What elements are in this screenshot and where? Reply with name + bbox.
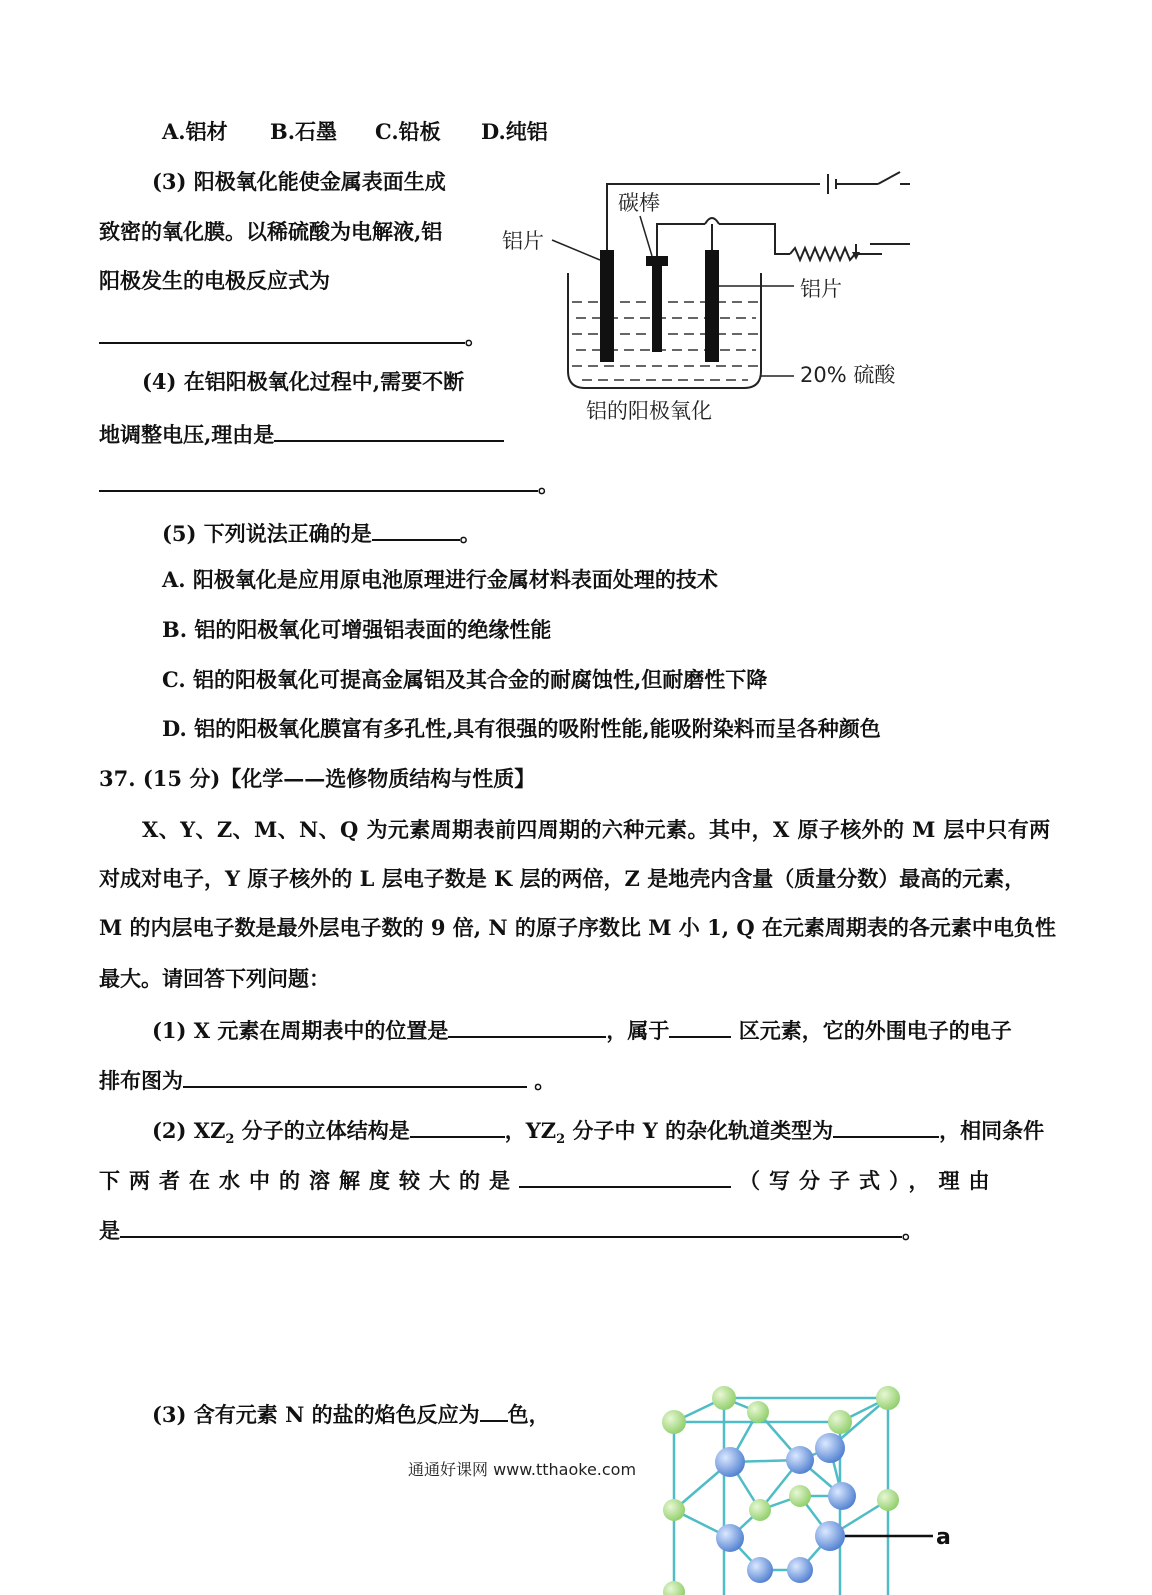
q3-line2: 致密的氧化膜。以稀硫酸为电解液,铝 [99,219,443,244]
q37-part2-line2 [99,1164,999,1195]
q37-part2-sub-a: 2 [225,1132,235,1148]
q37-part2-text-line2a: 下两者在水中的溶解度较大的是 [99,1168,519,1193]
q37-part1-line2 [99,1064,555,1095]
aluminum-sheet-right [705,250,719,362]
q3-line3: 阳极发生的电极反应式为 [99,268,330,293]
q37-part2-text-c: ，YZ [504,1118,557,1143]
q37-part3-text-a: (3) 含有元素 N 的盐的焰色反应为 [152,1402,480,1427]
q5-answer-blank[interactable] [372,517,460,541]
q5-period: 。 [459,521,481,546]
q37-part1-text-c: 区元素，它的外围电子的电子 [731,1018,1012,1043]
q37-intro-line1: X、Y、Z、M、N、Q 为元素周期表前四周期的六种元素。其中，X 原子核外的 M 层中只有两 [142,817,1051,842]
q4-line1: (4) 在铝阳极氧化过程中,需要不断 [142,369,465,394]
q37-part2-blank-structure[interactable] [410,1114,505,1138]
q37-part2-line1 [152,1114,1044,1154]
carbon-rod-cap [646,256,668,266]
q3-period: 。 [465,324,486,349]
crystal-structure-figure [650,1370,970,1595]
q37-intro-line3: M 的内层电子数是最外层电子数的 9 倍, N 的原子序数比 M 小 1, Q 在元素周期表的各元素中电负性 [99,915,1056,940]
anodizing-apparatus-figure [490,168,910,430]
q37-part3-blank-color[interactable] [480,1398,508,1422]
q37-part2-text-d: 分子中 Y 的杂化轨道类型为 [565,1118,834,1143]
q5-option-d: D. 铝的阳极氧化膜富有多孔性,具有很强的吸附性能,能吸附染料而呈各种颜色 [162,716,881,741]
sulfuric-acid-liquid [572,302,758,380]
q37-part2-text-b: 分子的立体结构是 [234,1118,410,1143]
label-carbon-rod: 碳棒 [618,191,660,215]
prev-option-a: A.铝材 [162,119,228,144]
q37-part3-line1 [152,1398,550,1429]
q37-part2-text-line3b: 。 [902,1218,923,1243]
prev-option-b: B.石墨 [270,119,338,144]
q37-part1-blank-orbital[interactable] [183,1064,527,1088]
q4-line2-text: 地调整电压,理由是 [99,422,275,447]
q5-stem: (5) 下列说法正确的是 [162,521,372,546]
footer-website: 通通好课网 www.tthaoke.com [408,1460,637,1479]
q37-part1-text-d: 排布图为 [99,1068,183,1093]
aluminum-sheet-left [600,250,614,362]
q37-part2-text-line2b: （写分子式），理由 [739,1168,999,1193]
q5-option-a: A. 阳极氧化是应用原电池原理进行金属材料表面处理的技术 [162,567,718,592]
q37-part1-text-a: (1) X 元素在周期表中的位置是 [152,1018,449,1043]
q4-line2 [99,418,504,449]
figure1-caption: 铝的阳极氧化 [586,399,712,423]
q37-part2-sub-c: 2 [556,1132,566,1148]
q3-answer-line [99,320,486,351]
q3-line1: (3) 阳极氧化能使金属表面生成 [152,169,446,194]
q37-part2-blank-reason[interactable] [120,1214,902,1238]
q4-answer-line [99,468,559,499]
q37-part2-blank-formula[interactable] [519,1164,731,1188]
beaker [568,273,761,388]
q37-part1-line1 [152,1014,1012,1045]
q37-part1-blank-position[interactable] [448,1014,606,1038]
label-a: a [936,1525,951,1550]
circuit-wires [607,172,910,260]
q37-part1-text-e: 。 [527,1068,556,1093]
q37-header: 37. (15 分)【化学——选修物质结构与性质】 [99,766,536,791]
label-aluminum-right: 铝片 [800,277,842,301]
label-leaders [552,216,794,376]
blue-atoms [715,1433,856,1583]
q37-part2-blank-hybrid[interactable] [833,1114,939,1138]
q4-answer-blank-1[interactable] [274,418,504,442]
q37-part2-text-a: (2) XZ [152,1118,226,1143]
q37-part3-text-b: 色， [507,1402,550,1427]
q37-part2-text-e: ，相同条件 [939,1118,1045,1143]
q5-option-b: B. 铝的阳极氧化可增强铝表面的绝缘性能 [162,617,552,642]
q37-intro-line4: 最大。请回答下列问题： [99,966,330,991]
label-aluminum-left: 铝片 [502,229,544,253]
q5-stem-line [162,517,481,548]
prev-option-c: C.铅板 [375,119,441,144]
carbon-rod [652,260,662,352]
q37-part1-blank-block[interactable] [669,1014,731,1038]
q37-part2-text-line3a: 是 [99,1218,120,1243]
q4-answer-blank-2[interactable] [99,468,538,492]
label-sulfuric-acid: 20% 硫酸 [800,363,896,387]
q4-period: 。 [538,472,559,497]
q37-intro-line2: 对成对电子，Y 原子核外的 L 层电子数是 K 层的两倍，Z 是地壳内含量（质量分数）最高的元素， [99,866,1026,891]
q5-option-c: C. 铝的阳极氧化可提高金属铝及其合金的耐腐蚀性,但耐磨性下降 [162,667,768,692]
q37-part1-text-b: ，属于 [606,1018,670,1043]
q37-part2-line3 [99,1214,923,1245]
prev-option-d: D.纯铝 [481,119,548,144]
q3-answer-blank[interactable] [99,320,465,344]
